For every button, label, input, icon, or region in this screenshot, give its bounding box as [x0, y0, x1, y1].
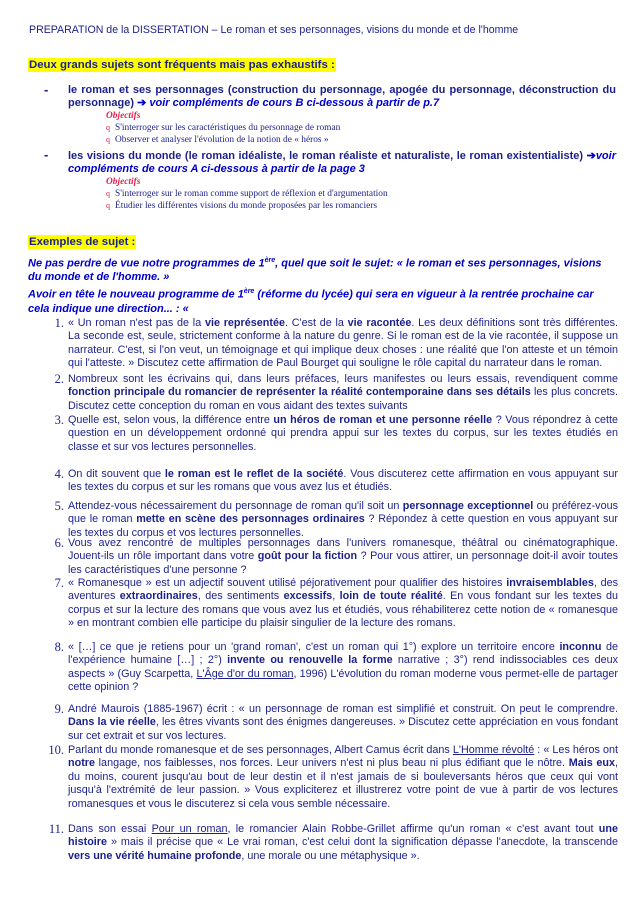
emphasis-text: mette en scène des personnages ordinaires	[136, 513, 365, 526]
topic-2	[68, 150, 616, 177]
topic-2-text: les visions du monde (le roman idéaliste, le roman réaliste et naturaliste, le roman existentialiste)	[68, 150, 584, 162]
objective-item: q S'interroger sur les caractéristiques du personnage de roman	[106, 123, 341, 133]
list-item-number: 10.	[48, 743, 64, 757]
emphasis-text: Mais eux	[568, 757, 615, 770]
item-text: Attendez-vous nécessairement du personnage de roman qu'il soit un	[68, 500, 403, 512]
list-item-number: 4.	[54, 467, 64, 481]
emphasis-text: loin de toute réalité	[339, 590, 443, 603]
item-text: ? Vous répondrez à cette question en un développement ordonné qui prendra appui sur les textes du corpus, sur les textes étudiés en classe et sur vos lectures personnelles.	[68, 414, 618, 453]
item-text: Nombreux sont les écrivains qui, dans leurs préfaces, leurs manifestes ou leurs essais, revendiquent comme	[68, 373, 618, 385]
objectives-title: Objectifs	[106, 177, 141, 187]
item-text: Dans son essai	[68, 823, 152, 835]
emphasis-text: notre	[68, 757, 95, 770]
item-text: : « Les héros ont	[534, 744, 618, 756]
list-item-number: 2.	[54, 372, 64, 386]
bullet-dash: -	[44, 147, 49, 162]
item-text: Parlant du monde romanesque et de ses personnages, Albert Camus écrit dans	[68, 744, 453, 756]
item-text: de l'expérience humaine […] ; 2°)	[68, 641, 618, 667]
bullet-dash: -	[44, 82, 49, 97]
item-text: . Les deux définitions sont très différentes. La seconde est, seule, strictement conforme à la nature du genre. Si le roman est de la vie racontée, il suppose un narrateur. C'est, si l'on veut, un témoignage et qui implique deux choses : une réalité que l'on atteste et un témoin qui l'atteste. » Discutez cette affirmation de Paul Bourget qui souligne le rôle capital du narrateur dans le roman.	[68, 317, 618, 370]
list-item-number: 3.	[54, 413, 64, 427]
emphasis-text: le roman est le reflet de la société	[164, 468, 344, 480]
emphasis-text: vie représentée	[204, 317, 285, 329]
objective-item: q S'interroger sur le roman comme support de réflexion et d'argumentation	[106, 189, 388, 199]
emphasis-text: invente ou renouvelle la forme	[227, 654, 393, 667]
section-heading-text: Exemples de sujet :	[29, 236, 136, 248]
intro-paragraph	[28, 254, 610, 317]
intro-line-2: Avoir en tête le nouveau programme de 1ère (réforme du lycée) qui sera en vigueur à la rentrée prochaine car cela indique une direction... : «	[28, 288, 594, 315]
arrow-right-icon: ➔	[586, 150, 596, 162]
item-text: ,	[332, 590, 340, 603]
section-heading-subjects	[28, 55, 336, 73]
topic-2-reference: voir compléments de cours A ci-dessous à partir de la page 3	[68, 150, 616, 176]
item-text: » mais il précise que « Le vrai roman, c'est celui dont la signification dépasse l'anecdote, la transcende	[107, 836, 618, 849]
item-text: « Romanesque » est un adjectif souvent utilisé péjorativement pour qualifier des histoires	[68, 577, 507, 589]
item-text: ? Répondez à cette question en vous appuyant sur les textes du corpus et vos lectures personnelles.	[68, 513, 618, 539]
item-text: , des sentiments	[197, 590, 284, 603]
item-text: narrative ; 3°) rend indissociables ces deux aspects » (Guy Scarpetta,	[68, 654, 618, 680]
square-bullet-icon: q	[106, 123, 110, 132]
item-text: Quelle est, selon vous, la différence entre	[68, 414, 274, 426]
list-item	[68, 414, 618, 454]
item-text: les plus concrets. Discutez cette conception du roman en vous aidant des textes suivants	[68, 386, 618, 412]
emphasis-text: goût pour la fiction	[257, 550, 358, 563]
emphasis-text: une histoire	[68, 823, 618, 849]
emphasis-text: extraordinaires	[119, 590, 198, 603]
item-text: . C'est de la	[284, 317, 348, 329]
page-title: PREPARATION de la DISSERTATION – Le roman et ses personnages, visions du monde et de l'homme	[29, 24, 519, 36]
item-text: , des aventures	[68, 577, 618, 603]
square-bullet-icon: q	[106, 135, 110, 144]
list-item	[68, 823, 618, 863]
list-item	[68, 641, 618, 695]
list-item	[68, 703, 618, 743]
book-title: L'Homme révolté	[452, 744, 535, 756]
square-bullet-icon: q	[106, 201, 110, 210]
list-item-number: 5.	[54, 499, 64, 513]
item-text: , 1996) L'évolution du roman moderne vous permet-elle de partager cette opinion ?	[68, 667, 618, 694]
list-item	[68, 577, 618, 631]
section-heading-examples	[28, 232, 136, 250]
emphasis-text: personnage exceptionnel	[402, 500, 534, 512]
item-text: . Vous discuterez cette affirmation en vous appuyant sur les textes du corpus et sur les romans que vous avez lus et étudiés.	[68, 468, 619, 494]
objectives-title: Objectifs	[106, 111, 141, 121]
list-item	[68, 537, 618, 577]
item-text: . En vous fondant sur les textes du corpus et sur la lecture des romans que vous avez lus et étudiés, vous réhabiliterez cette notion de « romanesque » en montrant combien elle participe du plaisir singulier de la lecture des romans.	[68, 590, 619, 630]
item-text: ou préférez-vous que le roman	[68, 500, 618, 526]
topic-1	[68, 84, 616, 111]
item-text: ? Pour vous attirer, un personnage doit-il avoir toutes les caractéristiques d'une personne ?	[68, 550, 618, 576]
objective-item: q Observer et analyser l'évolution de la notion de « héros »	[106, 135, 329, 145]
emphasis-text: invraisemblables	[506, 577, 594, 589]
item-text: Vous avez rencontré de multiples personnages dans l'univers romanesque, théâtral ou cinématographique. Jouent-ils un rôle important dans votre	[68, 537, 618, 563]
objective-item: q Étudier les différentes visions du monde proposées par les romanciers	[106, 201, 377, 211]
topic-1-text: le roman et ses personnages (construction du personnage, apogée du personnage, déconstruction du personnage)	[68, 84, 616, 110]
item-text: langage, nos faiblesses, nos forces. Leur univers n'est ni plus beau ni plus édifiant que le nôtre.	[95, 757, 569, 770]
emphasis-text: fonction principale du romancier de représenter la réalité contemporaine dans ses détails	[68, 386, 531, 399]
item-text: , une morale ou une métaphysique ».	[241, 849, 420, 862]
item-text: André Maurois (1885-1967) écrit : « un personnage de roman est simplifié et construit. On peut le comprendre.	[68, 703, 618, 715]
book-title: Pour un roman	[151, 823, 228, 835]
list-item-number: 8.	[54, 640, 64, 654]
list-item-number: 6.	[54, 536, 64, 550]
emphasis-text: inconnu	[559, 641, 602, 653]
list-item	[68, 744, 618, 811]
arrow-right-icon: ➔	[137, 97, 147, 110]
emphasis-text: vers une vérité humaine profonde	[68, 849, 242, 862]
list-item	[68, 373, 618, 413]
objectives-block-2	[106, 176, 388, 212]
book-title: L'Âge d'or du roman	[196, 667, 294, 680]
topic-1-reference: voir compléments de cours B ci-dessous à partir de p.7	[146, 97, 440, 110]
emphasis-text: un héros de roman et une personne réelle	[273, 414, 493, 426]
list-item-number: 1.	[54, 316, 64, 330]
emphasis-text: Dans la vie réelle	[68, 716, 156, 729]
section-heading-text: Deux grands sujets sont fréquents mais pas exhaustifs :	[29, 59, 335, 71]
list-item-number: 7.	[54, 576, 64, 590]
intro-line-1: Ne pas perdre de vue notre programmes de 1ère, quel que soit le sujet: « le roman et ses personnages, visions du monde et de l'homme. »	[28, 257, 602, 284]
item-text: « […] ce que je retiens pour un 'grand roman', c'est un roman qui 1°) explore un territoire encore	[68, 641, 560, 653]
emphasis-text: vie racontée	[347, 317, 412, 329]
list-item-number: 9.	[54, 702, 64, 716]
list-item	[68, 500, 618, 540]
item-text: On dit souvent que	[68, 468, 165, 480]
item-text: , du moins, courent jusqu'au bout de leur destin et il n'est jamais de si bouleversants héros que ceux qui vont jusqu'à l'extrémité de leur passion. » Vous expliciterez et illustrerez votre point de vue à partir de vos lectures romanesques et vous le discuterez si cela vous semble nécessaire.	[68, 757, 618, 810]
item-text: , les êtres vivants sont des énigmes dangereuses. » Discutez cette appréciation en vous fondant sur cet extrait et sur vos lectures.	[68, 716, 618, 742]
list-item	[68, 468, 618, 495]
item-text: , le romancier Alain Robbe-Grillet affirme qu'un roman « c'est avant tout	[227, 823, 599, 835]
square-bullet-icon: q	[106, 189, 110, 198]
emphasis-text: excessifs	[283, 590, 333, 603]
objectives-block-1	[106, 110, 340, 146]
list-item	[68, 317, 618, 371]
item-text: « Un roman n'est pas de la	[68, 317, 205, 329]
list-item-number: 11.	[48, 822, 64, 836]
